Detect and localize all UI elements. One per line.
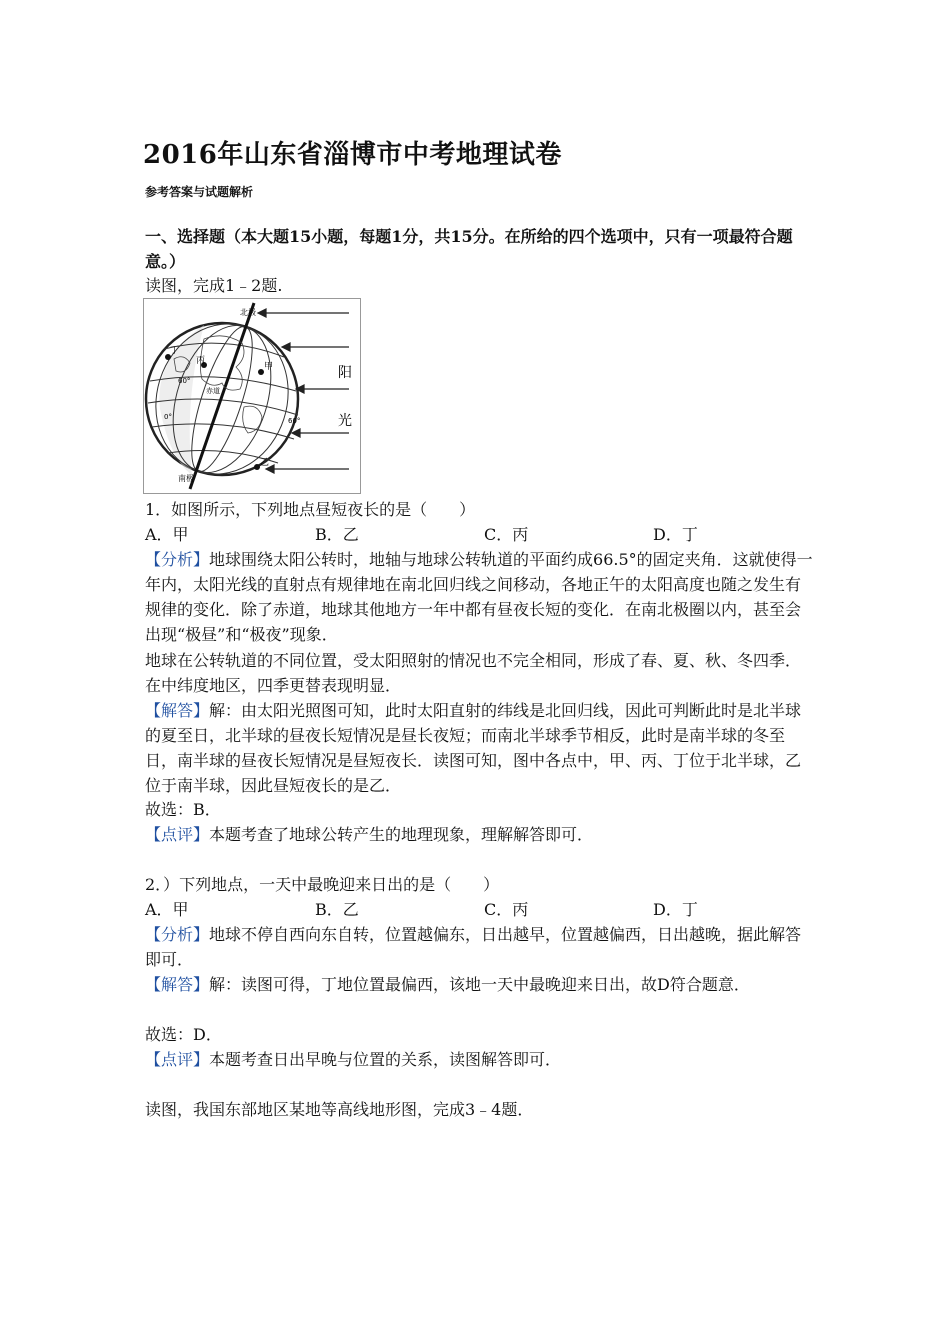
page-subtitle: 参考答案与试题解析 xyxy=(145,185,254,199)
q1-answer xyxy=(145,698,815,798)
globe-figure xyxy=(143,298,361,494)
q2-analysis-tag: 【分析】 xyxy=(145,925,210,944)
q1-analysis-tag: 【分析】 xyxy=(145,550,210,569)
q1-analysis xyxy=(145,547,815,647)
label-lat-3: 0° xyxy=(164,413,172,421)
label-yi: 乙 xyxy=(260,458,270,468)
label-equator: 赤道 xyxy=(206,387,220,395)
q2-option-c: C．丙 xyxy=(484,900,529,919)
q1-option-a: A．甲 xyxy=(145,525,189,544)
q2-answer xyxy=(145,973,750,997)
q2-comment-text: 本题考查日出早晚与位置的关系，读图解答即可． xyxy=(209,1050,562,1069)
label-bing: 丙 xyxy=(196,356,206,366)
q2-stem: 2．）下列地点，一天中最晚迎来日出的是（ ） xyxy=(145,875,500,894)
label-jia: 甲 xyxy=(264,362,274,372)
q1-choice: 故选：B． xyxy=(145,800,221,819)
intro-3-4: 读图，我国东部地区某地等高线地形图，完成3﹣4题． xyxy=(145,1100,534,1119)
label-sun-1: 阳 xyxy=(338,365,352,381)
globe-svg xyxy=(144,299,360,493)
q1-stem: 1．如图所示，下列地点昼短夜长的是（ ） xyxy=(145,500,476,519)
q2-option-b: B．乙 xyxy=(315,900,359,919)
label-lat-1: 60° xyxy=(178,377,191,385)
q2-analysis xyxy=(145,922,815,972)
q1-comment-tag: 【点评】 xyxy=(145,825,210,844)
q2-analysis-text: 地球不停自西向东自转，位置越偏东，日出越早，位置越偏西，日出越晚，据此解答即可． xyxy=(145,925,802,969)
q1-comment xyxy=(145,823,593,847)
q1-analysis-text: 地球围绕太阳公转时，地轴与地球公转轨道的平面约成66.5°的固定夹角．这就使得一年内，太阳光线的直射点有规律地在南北回归线之间移动，各地正午的太阳高度也随之发生有规律的变化．除了赤道，地球其他地方一年中都有昼夜长短的变化．在南北极圈以内，甚至会出现“极昼”和“极夜”现象． xyxy=(145,550,813,644)
intro-1-2: 读图，完成1﹣2题. xyxy=(145,276,283,295)
q1-answer-text: 解：由太阳光照图可知，此时太阳直射的纬线是北回归线，因此可判断此时是北半球的夏至日，北半球的昼夜长短情况是昼长夜短；而南北半球季节相反，此时是南半球的冬至日，南半球的昼夜长短情况是昼短夜长．读图可知，图中各点中，甲、丙、丁位于北半球，乙位于南半球，因此昼短夜长的是乙． xyxy=(145,701,802,795)
label-lat-2: 60° xyxy=(288,417,301,425)
q2-option-d: D．丁 xyxy=(653,900,698,919)
label-south-pole: 南极 xyxy=(178,474,194,483)
page-title: 2016年山东省淄博市中考地理试卷 xyxy=(143,140,562,170)
q1-answer-tag: 【解答】 xyxy=(145,701,210,720)
q1-option-c: C．丙 xyxy=(484,525,529,544)
q2-choice: 故选：D． xyxy=(145,1025,222,1044)
label-ding: 丁 xyxy=(170,346,180,356)
q1-option-d: D．丁 xyxy=(653,525,698,544)
q2-comment xyxy=(145,1048,561,1072)
q1-option-b: B．乙 xyxy=(315,525,359,544)
label-sun-2: 光 xyxy=(338,413,352,429)
q1-analysis-2: 地球在公转轨道的不同位置，受太阳照射的情况也不完全相同，形成了春、夏、秋、冬四季．在中纬度地区，四季更替表现明显． xyxy=(145,651,802,695)
section-heading: 一、选择题（本大题15小题，每题1分，共15分。在所给的四个选项中，只有一项最符合题意。） xyxy=(145,227,793,271)
q1-comment-text: 本题考查了地球公转产生的地理现象，理解解答即可． xyxy=(209,825,594,844)
q2-answer-tag: 【解答】 xyxy=(145,975,210,994)
label-north-pole: 北极 xyxy=(240,308,256,317)
q2-option-a: A．甲 xyxy=(145,900,189,919)
q2-comment-tag: 【点评】 xyxy=(145,1050,210,1069)
q2-answer-text: 解：读图可得，丁地位置最偏西，该地一天中最晚迎来日出，故D符合题意． xyxy=(209,975,750,994)
